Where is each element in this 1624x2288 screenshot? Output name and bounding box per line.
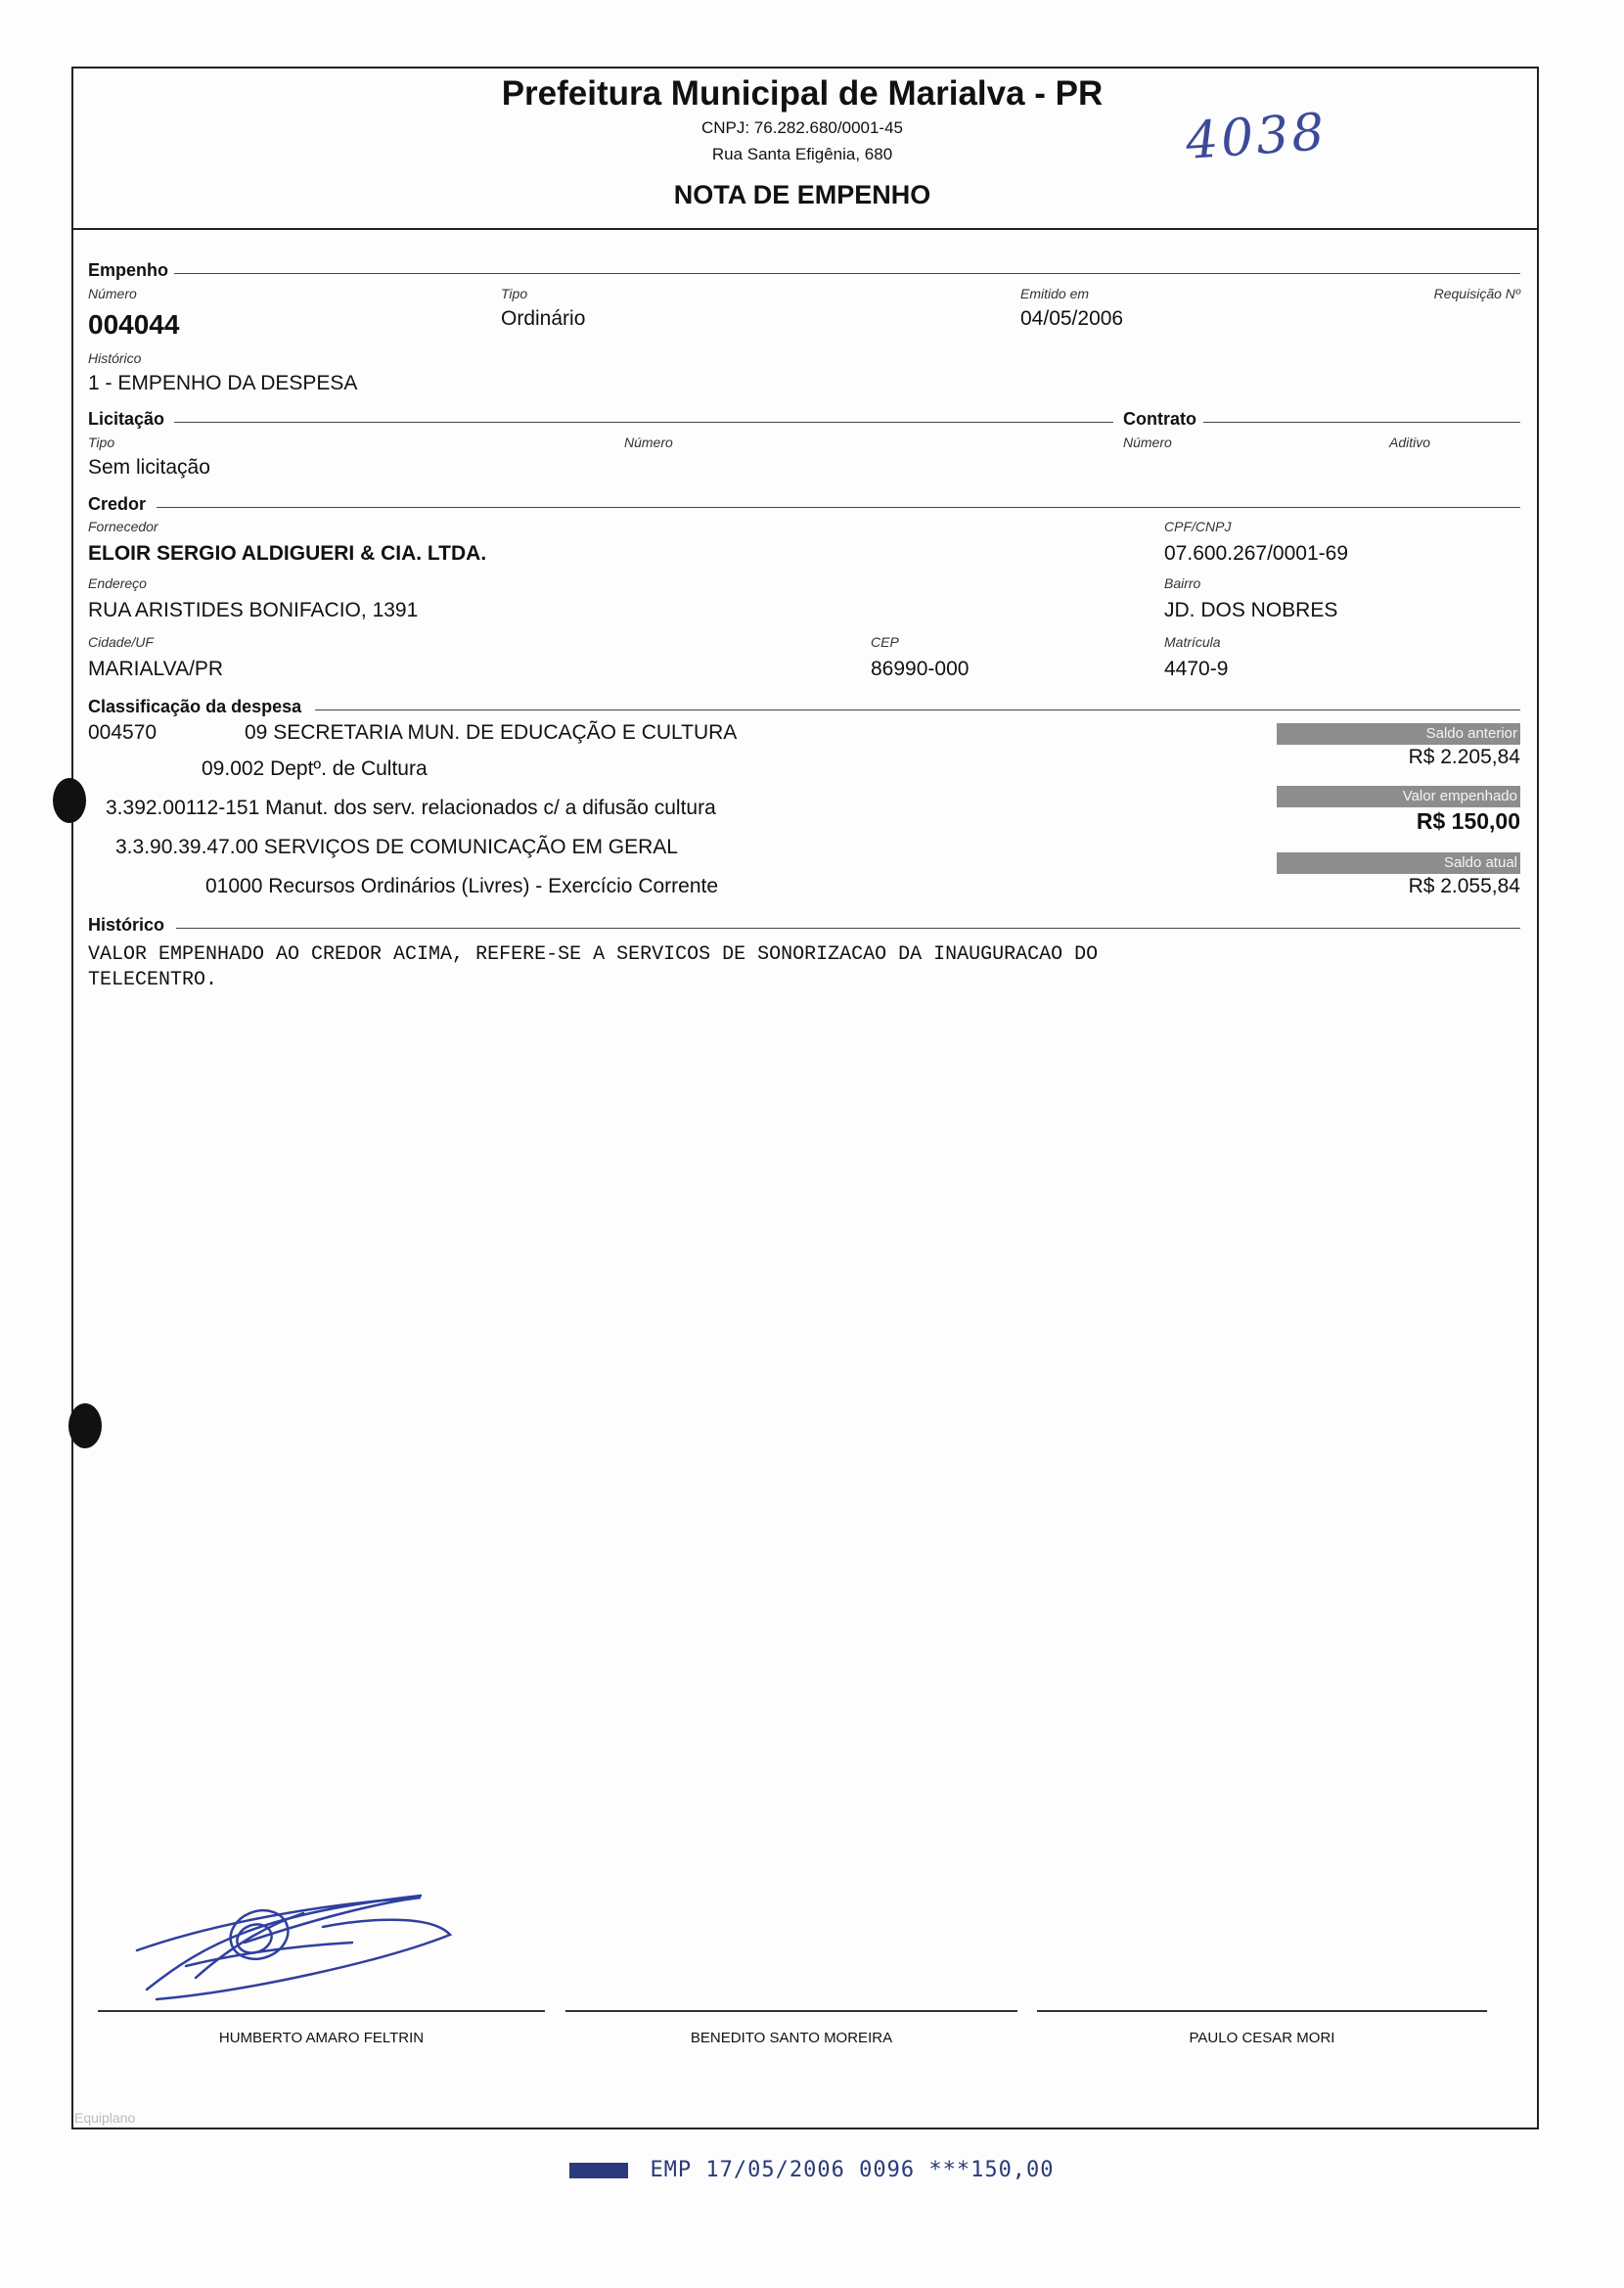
section-empenho: Empenho [88,260,174,281]
licitacao-numero-label: Número [624,435,673,450]
stamp-logo-icon [569,2163,628,2178]
document-title: NOTA DE EMPENHO [673,180,931,209]
contrato-rule [1203,422,1520,423]
cep-value: 86990-000 [871,658,970,680]
cidade-value: MARIALVA/PR [88,658,224,680]
signature-line-3 [1037,2010,1487,2012]
empenho-number: 004044 [88,309,180,340]
contrato-aditivo-label: Aditivo [1389,435,1431,450]
signature-line-2 [565,2010,1017,2012]
signature-line-1 [98,2010,545,2012]
section-classificacao: Classificação da despesa [88,697,307,717]
endereco-label: Endereço [88,575,147,591]
requisicao-label: Requisição Nº [1433,286,1520,301]
section-credor: Credor [88,494,152,515]
matricula-value: 4470-9 [1164,658,1229,680]
contrato-numero-label: Número [1123,435,1172,450]
empenho-historico: 1 - EMPENHO DA DESPESA [88,372,358,394]
cep-label: CEP [871,634,899,650]
punch-hole-top [53,778,86,823]
classificacao-line4: 3.3.90.39.47.00 SERVIÇOS DE COMUNICAÇÃO EM GERAL [115,836,678,858]
page-title: Prefeitura Municipal de Marialva - PR [501,74,1104,113]
licitacao-rule [174,422,1113,423]
numero-label: Número [88,286,137,301]
handwritten-number: 4038 [1184,103,1330,171]
stamp-text: EMP 17/05/2006 0096 ***150,00 [650,2158,1055,2182]
classificacao-line3: 3.392.00112-151 Manut. dos serv. relacionados c/ a difusão cultura [106,797,716,819]
footer-brand: Equiplano [74,2110,136,2126]
section-licitacao: Licitação [88,409,170,430]
signature-name-3: PAULO CESAR MORI [1189,2030,1335,2046]
saldo-anterior-value: R$ 2.205,84 [1408,746,1520,768]
matricula-label: Matrícula [1164,634,1221,650]
bairro-value: JD. DOS NOBRES [1164,599,1338,621]
valor-empenhado-value: R$ 150,00 [1416,808,1520,834]
classificacao-rule [315,709,1520,710]
saldo-atual-value: R$ 2.055,84 [1408,875,1520,897]
historico-line2: TELECENTRO. [88,969,218,991]
header-cnpj: CNPJ: 76.282.680/0001-45 [700,118,904,137]
punch-hole-bottom [68,1403,102,1448]
header-divider [71,228,1537,230]
bairro-label: Bairro [1164,575,1201,591]
licitacao-tipo: Sem licitação [88,456,210,479]
header-address: Rua Santa Efigênia, 680 [711,145,893,163]
fornecedor-label: Fornecedor [88,519,158,534]
signature-name-1: HUMBERTO AMARO FELTRIN [218,2030,425,2046]
signature-name-2: BENEDITO SANTO MOREIRA [690,2030,893,2046]
fornecedor-name: ELOIR SERGIO ALDIGUERI & CIA. LTDA. [88,542,487,565]
empenho-tipo: Ordinário [501,307,586,330]
cidade-label: Cidade/UF [88,634,154,650]
signature-scribble [127,1884,460,2011]
machine-stamp [0,2158,1624,2182]
valor-empenhado-label: Valor empenhado [1277,786,1520,807]
empenho-rule [174,273,1520,274]
cpf-value: 07.600.267/0001-69 [1164,542,1349,565]
section-contrato: Contrato [1123,409,1202,430]
tipo-label: Tipo [501,286,528,301]
historico-rule [176,928,1520,929]
historico-line1: VALOR EMPENHADO AO CREDOR ACIMA, REFERE-SE A SERVICOS DE SONORIZACAO DA INAUGURACAO DO [88,943,1099,966]
licitacao-tipo-label: Tipo [88,435,115,450]
classificacao-code: 004570 [88,721,158,744]
classificacao-line2: 09.002 Deptº. de Cultura [202,757,428,780]
classificacao-line1: 09 SECRETARIA MUN. DE EDUCAÇÃO E CULTURA [245,721,738,744]
emitido-date: 04/05/2006 [1020,307,1124,330]
endereco-value: RUA ARISTIDES BONIFACIO, 1391 [88,599,419,621]
saldo-anterior-label: Saldo anterior [1277,723,1520,745]
section-historico: Histórico [88,915,170,936]
credor-rule [157,507,1520,508]
emitido-label: Emitido em [1020,286,1090,301]
historico-label: Histórico [88,350,142,366]
saldo-atual-label: Saldo atual [1277,852,1520,874]
classificacao-line5: 01000 Recursos Ordinários (Livres) - Exercício Corrente [205,875,719,897]
cpf-label: CPF/CNPJ [1164,519,1232,534]
